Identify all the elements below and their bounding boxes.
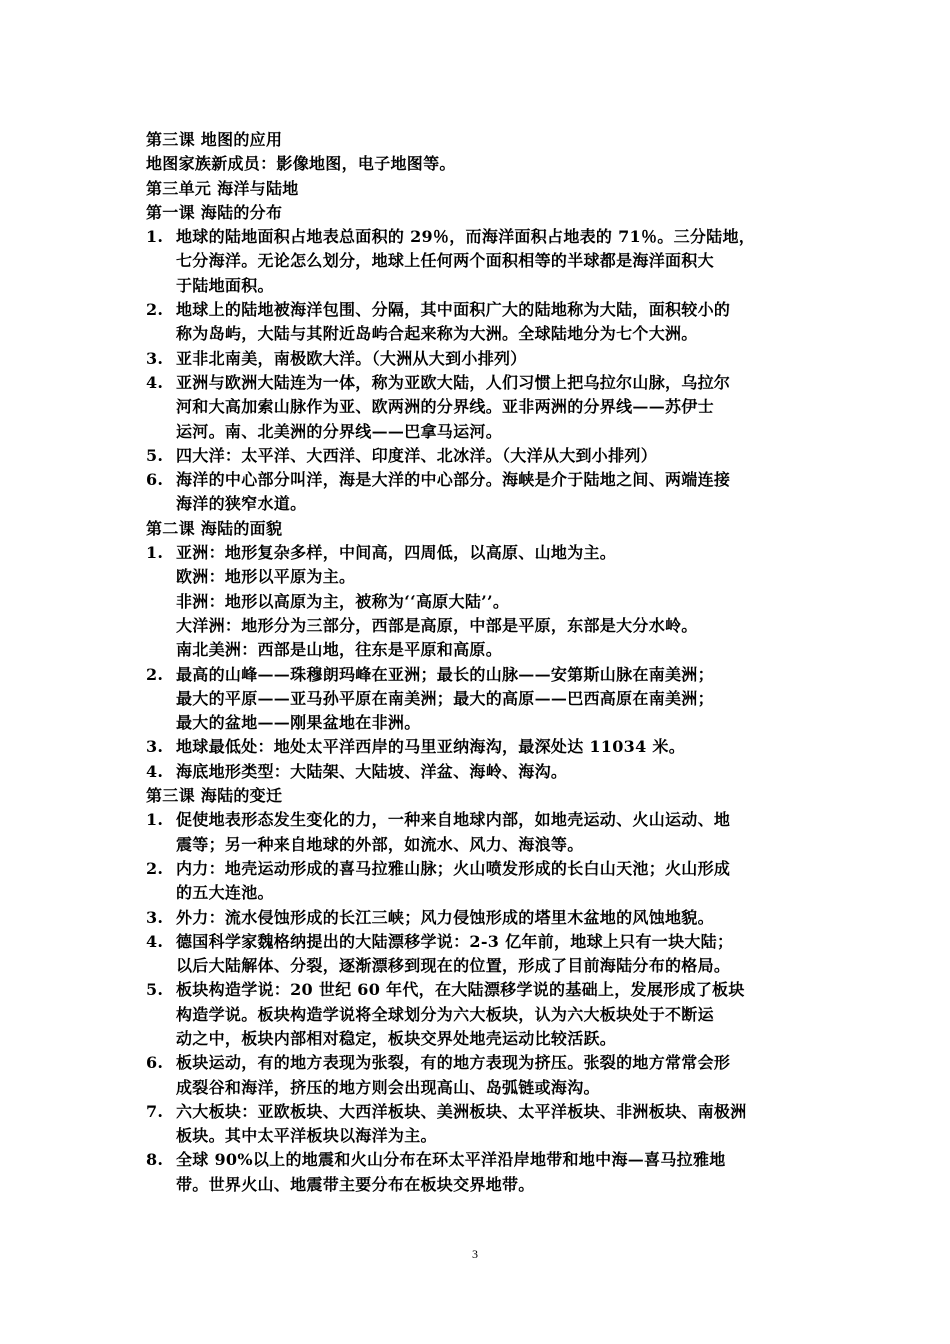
item-number: 4. [146, 372, 164, 392]
item-text [176, 663, 816, 736]
item-text [176, 298, 816, 347]
list-item [146, 1100, 816, 1149]
list-item [146, 663, 816, 736]
item-number: 8. [146, 1150, 164, 1170]
item-text [176, 978, 816, 1051]
item-text-line: 最大的平原——亚马孙平原在南美洲；最大的高原——巴西高原在南美洲； [176, 688, 714, 708]
item-text-line: 板块运动，有的地方表现为张裂，有的地方表现为挤压。张裂的地方常常会形 [176, 1053, 731, 1073]
item-text [176, 906, 816, 930]
item-text-line: 七分海洋。无论怎么划分，地球上任何两个面积相等的半球都是海洋面积大 [176, 251, 714, 271]
item-text-line: 最高的山峰——珠穆朗玛峰在亚洲；最长的山脉——安第斯山脉在南美洲； [176, 664, 714, 684]
continent-terrain-line: 大洋洲：地形分为三部分，西部是高原，中部是平原，东部是大分水岭。 [176, 615, 698, 635]
list-item [146, 298, 816, 347]
item-text-line: 地球上的陆地被海洋包围、分隔，其中面积广大的陆地称为大陆，面积较小的 [176, 300, 731, 320]
item-text-line: 内力：地壳运动形成的喜马拉雅山脉；火山喷发形成的长白山天池；火山形成 [176, 858, 731, 878]
item-number: 7. [146, 1101, 164, 1121]
item-text-line: 外力：流水侵蚀形成的长江三峡；风力侵蚀形成的塔里木盆地的风蚀地貌。 [176, 907, 714, 927]
item-text-line: 全球 90%以上的地震和火山分布在环太平洋沿岸地带和地中海—喜马拉雅地 [176, 1150, 726, 1170]
item-text-line: 于陆地面积。 [176, 275, 274, 295]
item-number: 4. [146, 931, 164, 951]
list-item [146, 808, 816, 857]
list-item [146, 857, 816, 906]
item-number: 3. [146, 737, 164, 757]
item-number: 1. [146, 543, 164, 563]
list-item [146, 1148, 816, 1197]
unit3-title: 第三单元 海洋与陆地 [146, 178, 299, 198]
item-number: 3. [146, 907, 164, 927]
item-text [176, 930, 816, 979]
continent-terrain-line: 南北美洲：西部是山地，往东是平原和高原。 [176, 640, 503, 660]
item-text [176, 371, 816, 444]
item-text-line: 板块构造学说：20 世纪 60 年代，在大陆漂移学说的基础上，发展形成了板块 [176, 980, 745, 1000]
item-text [176, 225, 816, 298]
item-text [176, 347, 816, 371]
item-number: 3. [146, 348, 164, 368]
item-text [176, 1051, 816, 1100]
item-text-line: 板块。其中太平洋板块以海洋为主。 [176, 1126, 437, 1146]
list-item [146, 735, 816, 759]
item-text-line: 最大的盆地——刚果盆地在非洲。 [176, 713, 421, 733]
lesson1-list [146, 225, 816, 517]
item-text-line: 德国科学家魏格纳提出的大陆漂移学说：2-3 亿年前，地球上只有一块大陆； [176, 931, 734, 951]
item-text-line: 河和大高加索山脉作为亚、欧两洲的分界线。亚非两洲的分界线——苏伊士 [176, 397, 714, 417]
item-number: 6. [146, 470, 164, 490]
item-number: 2. [146, 664, 164, 684]
item-number: 5. [146, 980, 164, 1000]
list-item [146, 225, 816, 298]
item-text-line: 地球最低处：地处太平洋西岸的马里亚纳海沟，最深处达 11034 米。 [176, 737, 686, 757]
item-text-line: 称为岛屿，大陆与其附近岛屿合起来称为大洲。全球陆地分为七个大洲。 [176, 324, 698, 344]
item-number: 4. [146, 761, 164, 781]
continent-terrain-list [146, 565, 816, 662]
list-item [146, 444, 816, 468]
item-text-line: 海洋的狭窄水道。 [176, 494, 307, 514]
item-number: 5. [146, 445, 164, 465]
item-text-line: 动之中，板块内部相对稳定，板块交界处地壳运动比较活跃。 [176, 1028, 617, 1048]
item-text-line: 四大洋：太平洋、大西洋、印度洋、北冰洋。（大洋从大到小排列） [176, 445, 658, 465]
item-text-line: 海洋的中心部分叫洋，海是大洋的中心部分。海峡是介于陆地之间、两端连接 [176, 470, 731, 490]
list-item [146, 906, 816, 930]
item-number: 2. [146, 300, 164, 320]
page-number: 3 [472, 1247, 478, 1261]
lesson3-title: 第三课 海陆的变迁 [146, 786, 283, 806]
item-text-line: 亚洲与欧洲大陆连为一体，称为亚欧大陆，人们习惯上把乌拉尔山脉，乌拉尔 [176, 372, 731, 392]
lesson1-title: 第一课 海陆的分布 [146, 202, 283, 222]
lesson3-list [146, 808, 816, 1197]
lesson3-map-title: 第三课 地图的应用 [146, 130, 283, 149]
item-text-line: 震等；另一种来自地球的外部，如流水、风力、海浪等。 [176, 834, 584, 854]
item-text-line: 带。世界火山、地震带主要分布在板块交界地带。 [176, 1174, 535, 1194]
map-family-line: 地图家族新成员：影像地图，电子地图等。 [146, 154, 456, 174]
item-text-line: 促使地表形态发生变化的力，一种来自地球内部，如地壳运动、火山运动、地 [176, 810, 731, 830]
item-text-line: 亚非北南美，南极欧大洋。（大洲从大到小排列） [176, 348, 527, 368]
list-item [146, 541, 816, 565]
list-item [146, 347, 816, 371]
item-text-line: 地球的陆地面积占地表总面积的 29％，而海洋面积占地表的 71％。三分陆地， [176, 227, 756, 247]
item-text [176, 857, 816, 906]
item-number: 1. [146, 227, 164, 247]
item-text-line: 运河。南、北美洲的分界线——巴拿马运河。 [176, 421, 503, 441]
item-text [176, 760, 816, 784]
item-text [176, 468, 816, 517]
list-item [146, 371, 816, 444]
list-item [146, 760, 816, 784]
item-text-line: 的五大连池。 [176, 883, 274, 903]
list-item [146, 930, 816, 979]
item-text [176, 444, 816, 468]
item-text-line: 六大板块：亚欧板块、大西洋板块、美洲板块、太平洋板块、非洲板块、南极洲 [176, 1101, 747, 1121]
item-text [176, 808, 816, 857]
continent-terrain-line: 欧洲：地形以平原为主。 [176, 567, 356, 587]
continent-terrain-line: 非洲：地形以高原为主，被称为‘‘高原大陆’’。 [176, 591, 510, 611]
list-item [146, 1051, 816, 1100]
lesson2-title: 第二课 海陆的面貌 [146, 518, 283, 538]
item-text-line: 以后大陆解体、分裂，逐渐漂移到现在的位置，形成了目前海陆分布的格局。 [176, 956, 731, 976]
item-number: 6. [146, 1053, 164, 1073]
document-content [146, 128, 816, 1197]
item-text [176, 1100, 816, 1149]
item-text [176, 735, 816, 759]
item-text-line: 海底地形类型：大陆架、大陆坡、洋盆、海岭、海沟。 [176, 761, 568, 781]
item-text [176, 1148, 816, 1197]
item-text-line: 构造学说。板块构造学说将全球划分为六大板块，认为六大板块处于不断运 [176, 1004, 714, 1024]
item-text: 亚洲：地形复杂多样，中间高，四周低，以高原、山地为主。 [176, 543, 617, 563]
list-item [146, 978, 816, 1051]
item-number: 1. [146, 810, 164, 830]
item-text-line: 成裂谷和海洋，挤压的地方则会出现高山、岛弧链或海沟。 [176, 1077, 600, 1097]
item-number: 2. [146, 858, 164, 878]
lesson2-list [146, 663, 816, 784]
list-item [146, 468, 816, 517]
